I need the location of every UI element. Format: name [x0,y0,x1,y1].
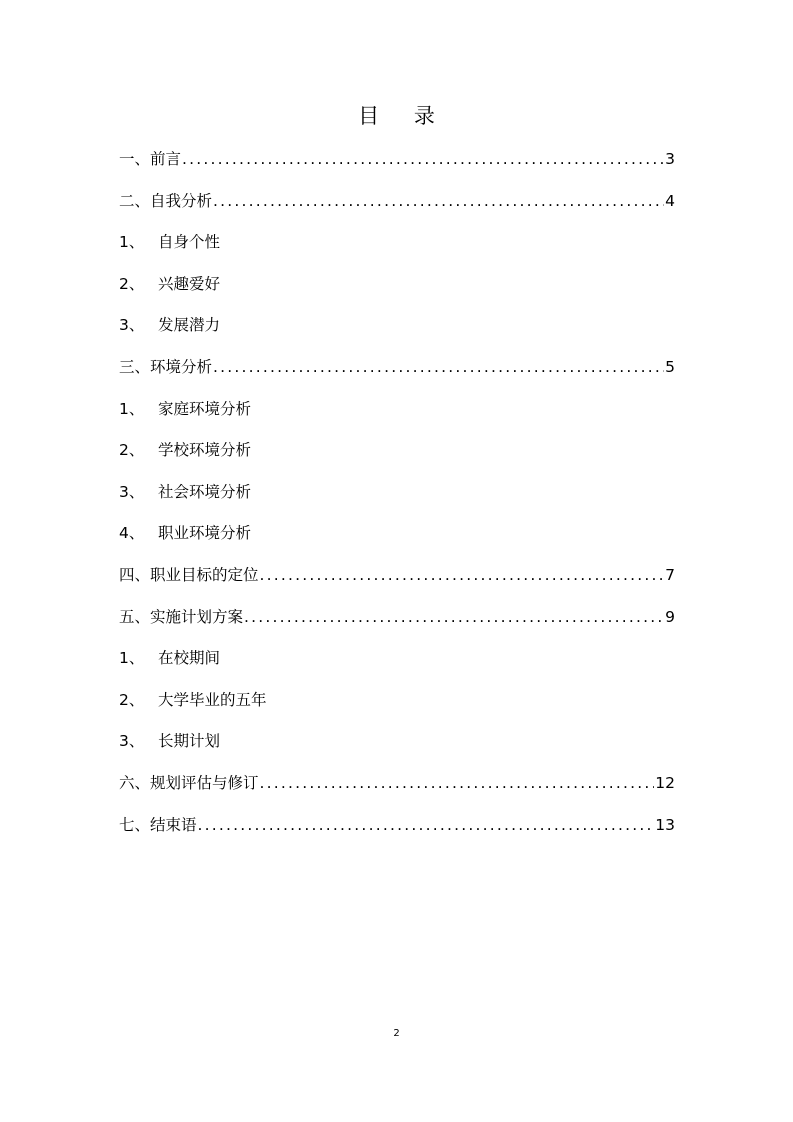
toc-subentry-label: 自身个性 [158,233,221,252]
toc-subentry-at-school[interactable] [119,644,675,686]
toc-entry-page: 7 [665,565,675,584]
toc-subentry-social-environment[interactable] [119,478,675,520]
toc-subentry-potential[interactable] [119,311,675,353]
toc-entry-label: 一、前言 [119,150,182,168]
toc-list [119,145,675,852]
dot-leader [260,769,655,797]
toc-entry-self-analysis[interactable] [119,187,675,229]
toc-subentry-label: 职业环境分析 [158,524,252,543]
toc-subentry-personality[interactable] [119,228,675,270]
toc-entry-evaluation-revision[interactable] [119,769,675,811]
toc-entry-page: 3 [665,150,675,168]
toc-entry-label: 三、环境分析 [119,357,213,376]
toc-subentry-label: 在校期间 [158,649,221,668]
toc-subentry-number: 3、 [119,316,145,335]
toc-entry-implementation-plan[interactable] [119,603,675,645]
toc-entry-page: 13 [655,815,675,834]
toc-entry-label: 七、结束语 [119,815,197,834]
toc-entry-label: 六、规划评估与修订 [119,773,259,792]
toc-subentry-number: 2、 [119,441,145,460]
page-number: 2 [393,1028,400,1039]
toc-subentry-long-term-plan[interactable] [119,727,675,769]
toc-entry-page: 12 [655,773,675,792]
toc-entry-page: 9 [665,607,675,626]
toc-subentry-number: 2、 [119,274,145,293]
toc-subentry-label: 社会环境分析 [158,482,252,501]
toc-subentry-label: 大学毕业的五年 [158,690,267,709]
toc-entry-conclusion[interactable] [119,811,675,853]
toc-subentry-number: 1、 [119,233,145,252]
toc-subentry-label: 发展潜力 [158,316,221,335]
toc-title: 目 录 [358,104,449,128]
dot-leader [198,811,655,839]
toc-entry-environment-analysis[interactable] [119,353,675,395]
toc-subentry-label: 家庭环境分析 [158,399,252,418]
dot-leader [260,561,665,589]
toc-subentry-school-environment[interactable] [119,436,675,478]
toc-subentry-number: 3、 [119,482,145,501]
toc-subentry-number: 1、 [119,649,145,668]
toc-subentry-label: 兴趣爱好 [158,274,221,293]
toc-subentry-number: 1、 [119,399,145,418]
toc-entry-label: 二、自我分析 [119,191,213,210]
toc-subentry-career-environment[interactable] [119,519,675,561]
toc-entry-label: 五、实施计划方案 [119,607,244,626]
toc-subentry-number: 4、 [119,524,145,543]
toc-subentry-number: 2、 [119,690,145,709]
dot-leader [213,353,664,381]
dot-leader [244,603,664,631]
dot-leader [213,187,664,215]
dot-leader [182,145,664,173]
toc-entry-preface[interactable] [119,145,675,187]
toc-subentry-five-years-after-graduation[interactable] [119,686,675,728]
toc-entry-career-goal[interactable] [119,561,675,603]
toc-subentry-interests[interactable] [119,270,675,312]
toc-subentry-label: 长期计划 [158,732,221,751]
toc-subentry-number: 3、 [119,732,145,751]
toc-entry-page: 4 [665,191,675,210]
toc-entry-page: 5 [665,357,675,376]
toc-entry-label: 四、职业目标的定位 [119,565,259,584]
toc-subentry-family-environment[interactable] [119,395,675,437]
toc-subentry-label: 学校环境分析 [158,441,252,460]
